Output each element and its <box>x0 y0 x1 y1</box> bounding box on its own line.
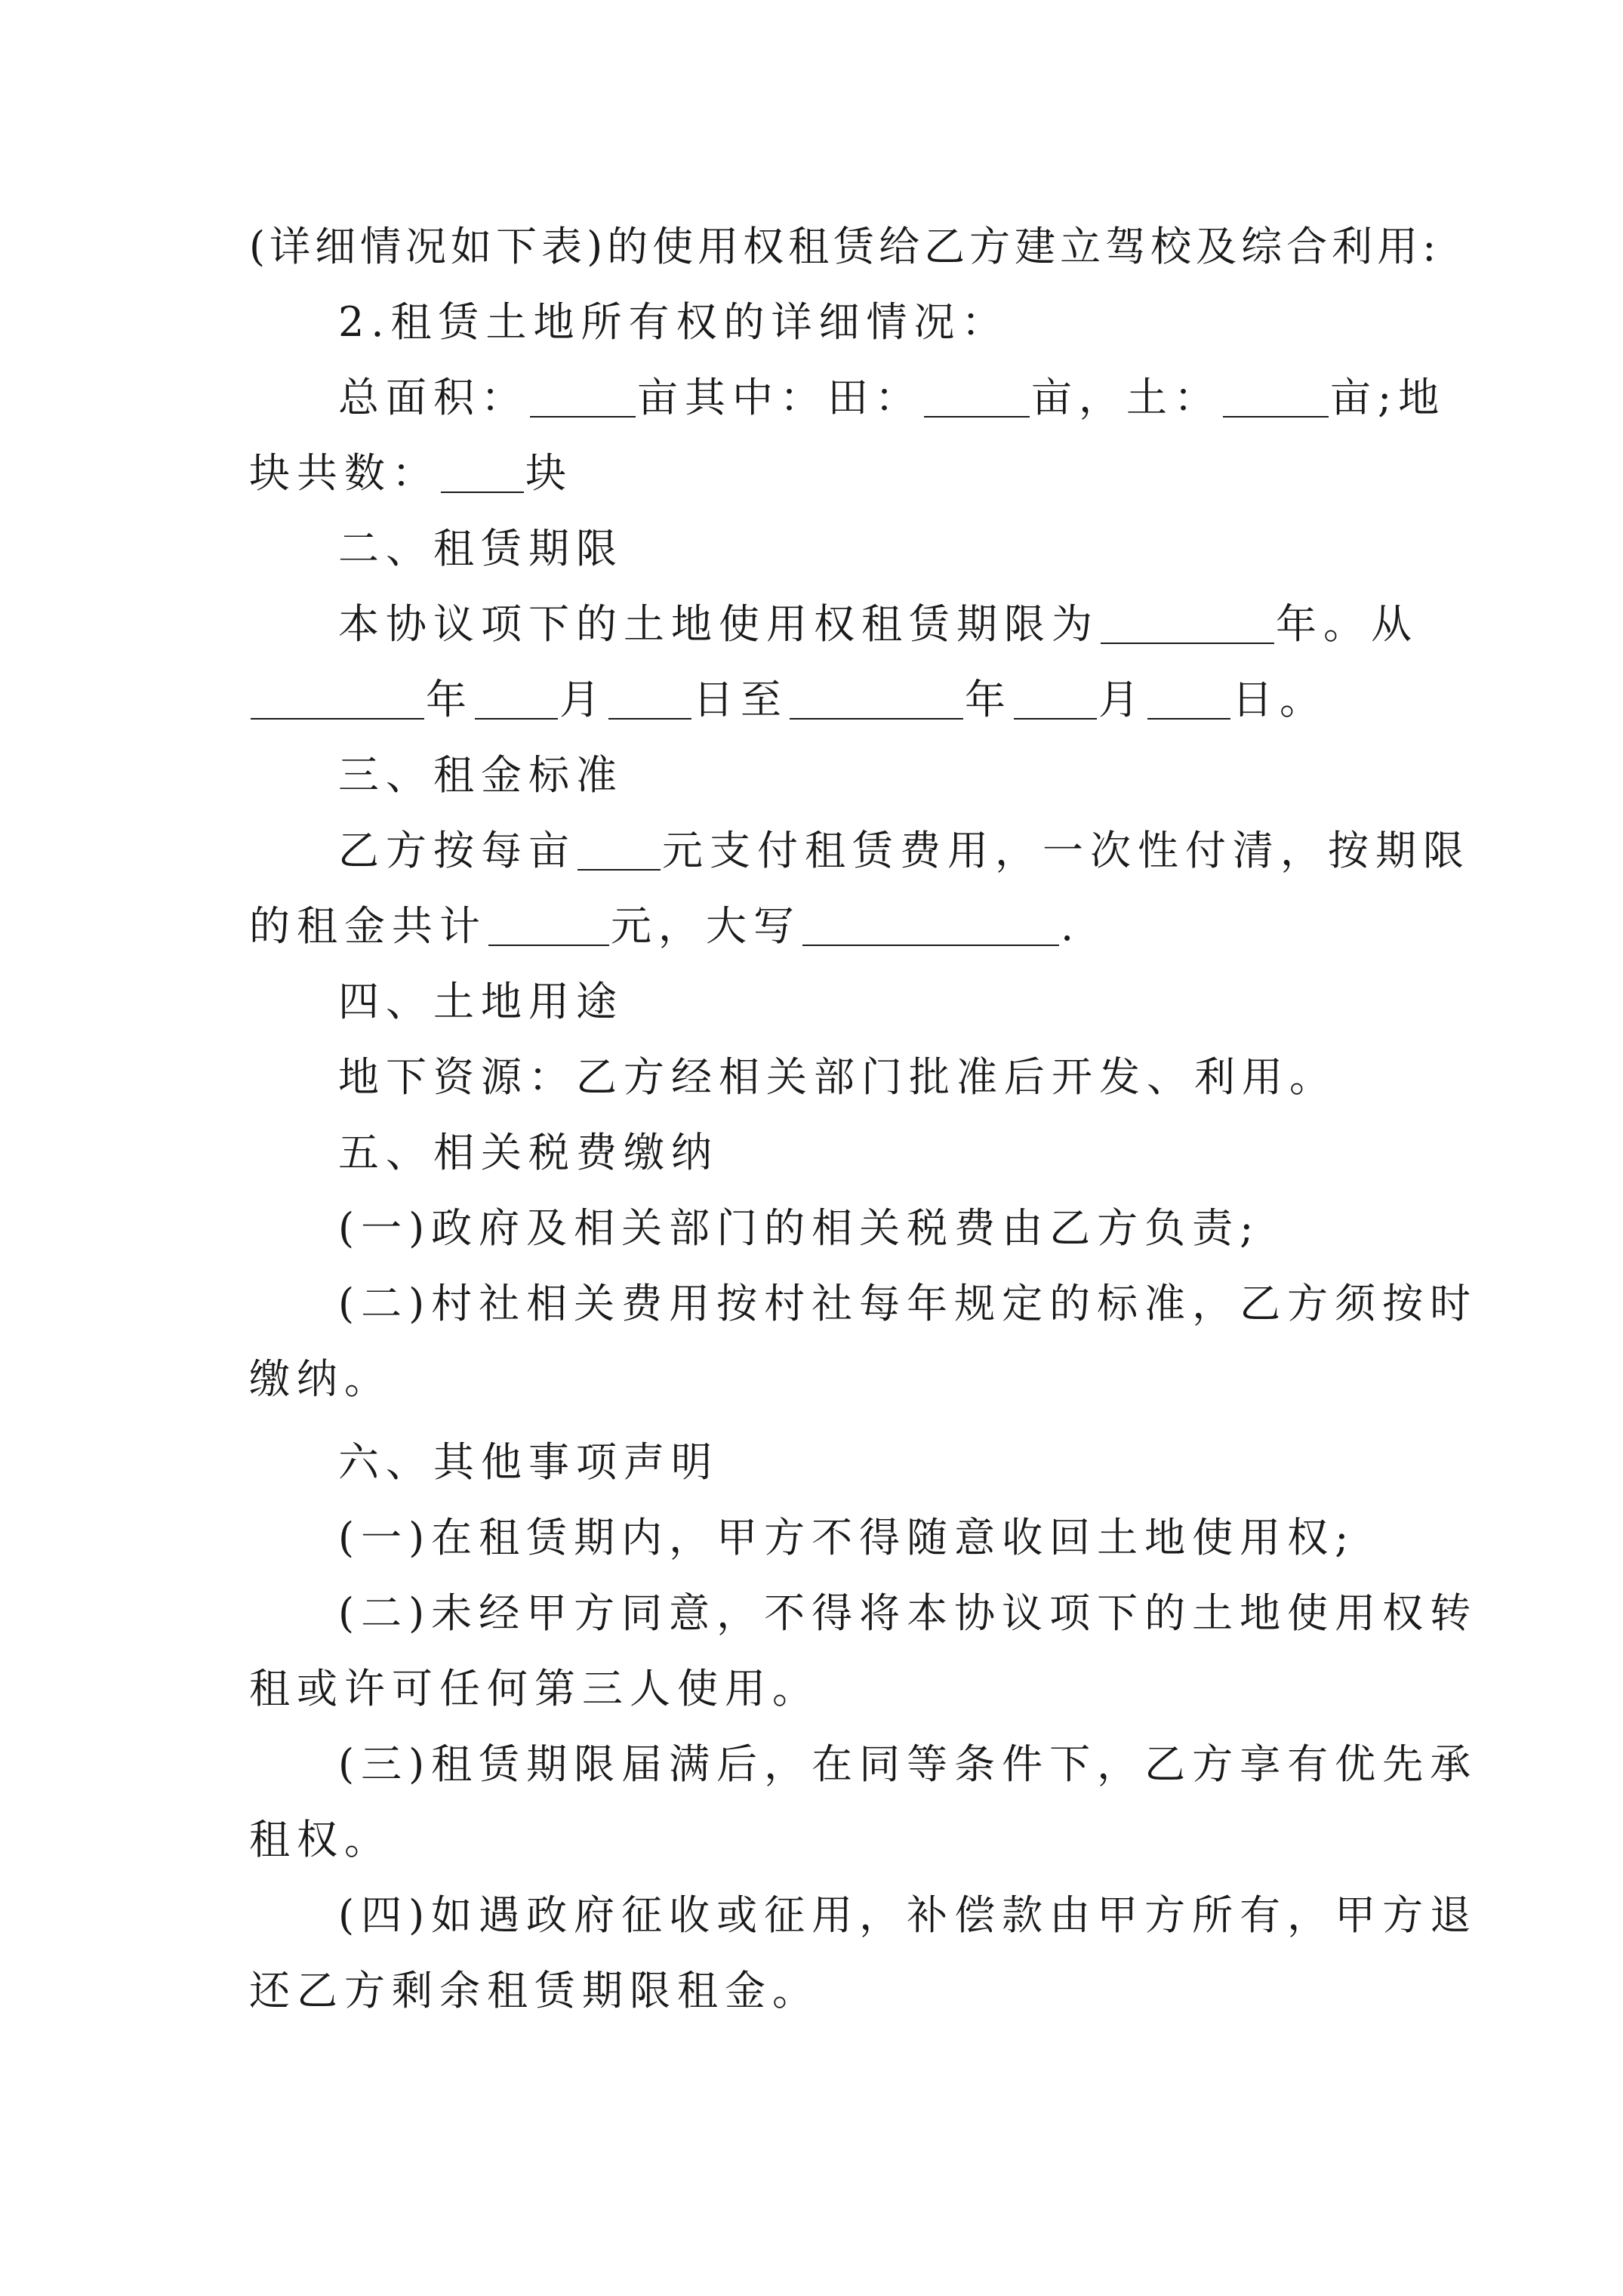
paragraph-line-19: (二)未经甲方同意，不得将本协议项下的土地使用权转 <box>338 1589 1478 1637</box>
plot-count-label: 块共数： <box>249 449 439 497</box>
section-heading-4: 四、土地用途 <box>338 978 624 1025</box>
rent-payment-text: 元支付租赁费用，一次性付清，按期限 <box>662 827 1471 874</box>
rent-period: . <box>1061 902 1081 950</box>
paragraph-line-20: 租或许可任何第三人使用。 <box>249 1665 820 1712</box>
start-day-blank <box>608 680 691 720</box>
section-heading-3: 三、租金标准 <box>338 751 624 799</box>
plot-label-start: 亩;地 <box>1330 374 1446 421</box>
field-area-label: 亩其中：田： <box>637 374 922 421</box>
paragraph-line-10 <box>249 889 1427 964</box>
end-day-blank <box>1147 680 1230 720</box>
plot-count-blank <box>441 454 524 493</box>
paragraph-line-9 <box>338 813 1516 889</box>
paragraph-line-4 <box>249 436 1427 511</box>
lease-term-blank <box>1101 605 1274 644</box>
paragraph-line-24: 还乙方剩余租赁期限租金。 <box>249 1967 820 2014</box>
start-day-label: 日至 <box>693 676 788 723</box>
field-area-blank <box>924 378 1030 418</box>
paragraph-line-7 <box>249 662 1427 738</box>
total-area-label: 总面积： <box>338 374 528 421</box>
rent-total-label: 的租金共计 <box>249 902 487 950</box>
total-area-blank <box>530 378 636 418</box>
paragraph-line-14: (一)政府及相关部门的相关税费由乙方负责; <box>338 1204 1261 1252</box>
paragraph-line-22: 租权。 <box>249 1816 392 1863</box>
soil-area-label: 亩，土： <box>1031 374 1221 421</box>
lease-term-label: 本协议项下的土地使用权租赁期限为 <box>338 600 1099 648</box>
paragraph-line-12: 地下资源：乙方经相关部门批准后开发、利用。 <box>338 1053 1337 1101</box>
start-month-blank <box>475 680 558 720</box>
paragraph-line-3 <box>338 360 1516 436</box>
plot-unit: 块 <box>525 449 573 497</box>
start-year-blank <box>251 680 424 720</box>
start-year-label: 年 <box>426 676 473 723</box>
section-heading-5: 五、相关税费缴纳 <box>338 1129 719 1176</box>
paragraph-line-21: (三)租赁期限届满后，在同等条件下，乙方享有优先承 <box>338 1740 1478 1788</box>
paragraph-line-1: (详细情况如下表)的使用权租赁给乙方建立驾校及综合利用: <box>249 223 1441 270</box>
rent-capital-blank <box>802 907 1059 946</box>
paragraph-line-16: 缴纳。 <box>249 1355 392 1403</box>
paragraph-line-15: (二)村社相关费用按村社每年规定的标准，乙方须按时 <box>338 1280 1478 1327</box>
start-month-label: 月 <box>559 676 607 723</box>
section-heading-6: 六、其他事项声明 <box>338 1438 719 1486</box>
end-day-label: 日。 <box>1232 676 1327 723</box>
end-year-blank <box>790 680 963 720</box>
paragraph-line-18: (一)在租赁期内，甲方不得随意收回土地使用权; <box>338 1514 1356 1561</box>
rent-total-blank <box>488 907 609 946</box>
paragraph-line-2: 2.租赁土地所有权的详细情况： <box>338 298 1009 346</box>
end-month-blank <box>1014 680 1097 720</box>
rent-per-mu-label: 乙方按每亩 <box>338 827 576 874</box>
rent-capital-label: 元，大写 <box>611 902 801 950</box>
rent-per-mu-blank <box>577 831 661 871</box>
lease-term-unit: 年。从 <box>1276 600 1418 648</box>
paragraph-line-23: (四)如遇政府征收或征用，补偿款由甲方所有，甲方退 <box>338 1891 1478 1939</box>
paragraph-line-6 <box>338 587 1516 662</box>
soil-area-blank <box>1223 378 1329 418</box>
end-year-label: 年 <box>965 676 1012 723</box>
section-heading-2: 二、租赁期限 <box>338 525 624 572</box>
end-month-label: 月 <box>1098 676 1146 723</box>
